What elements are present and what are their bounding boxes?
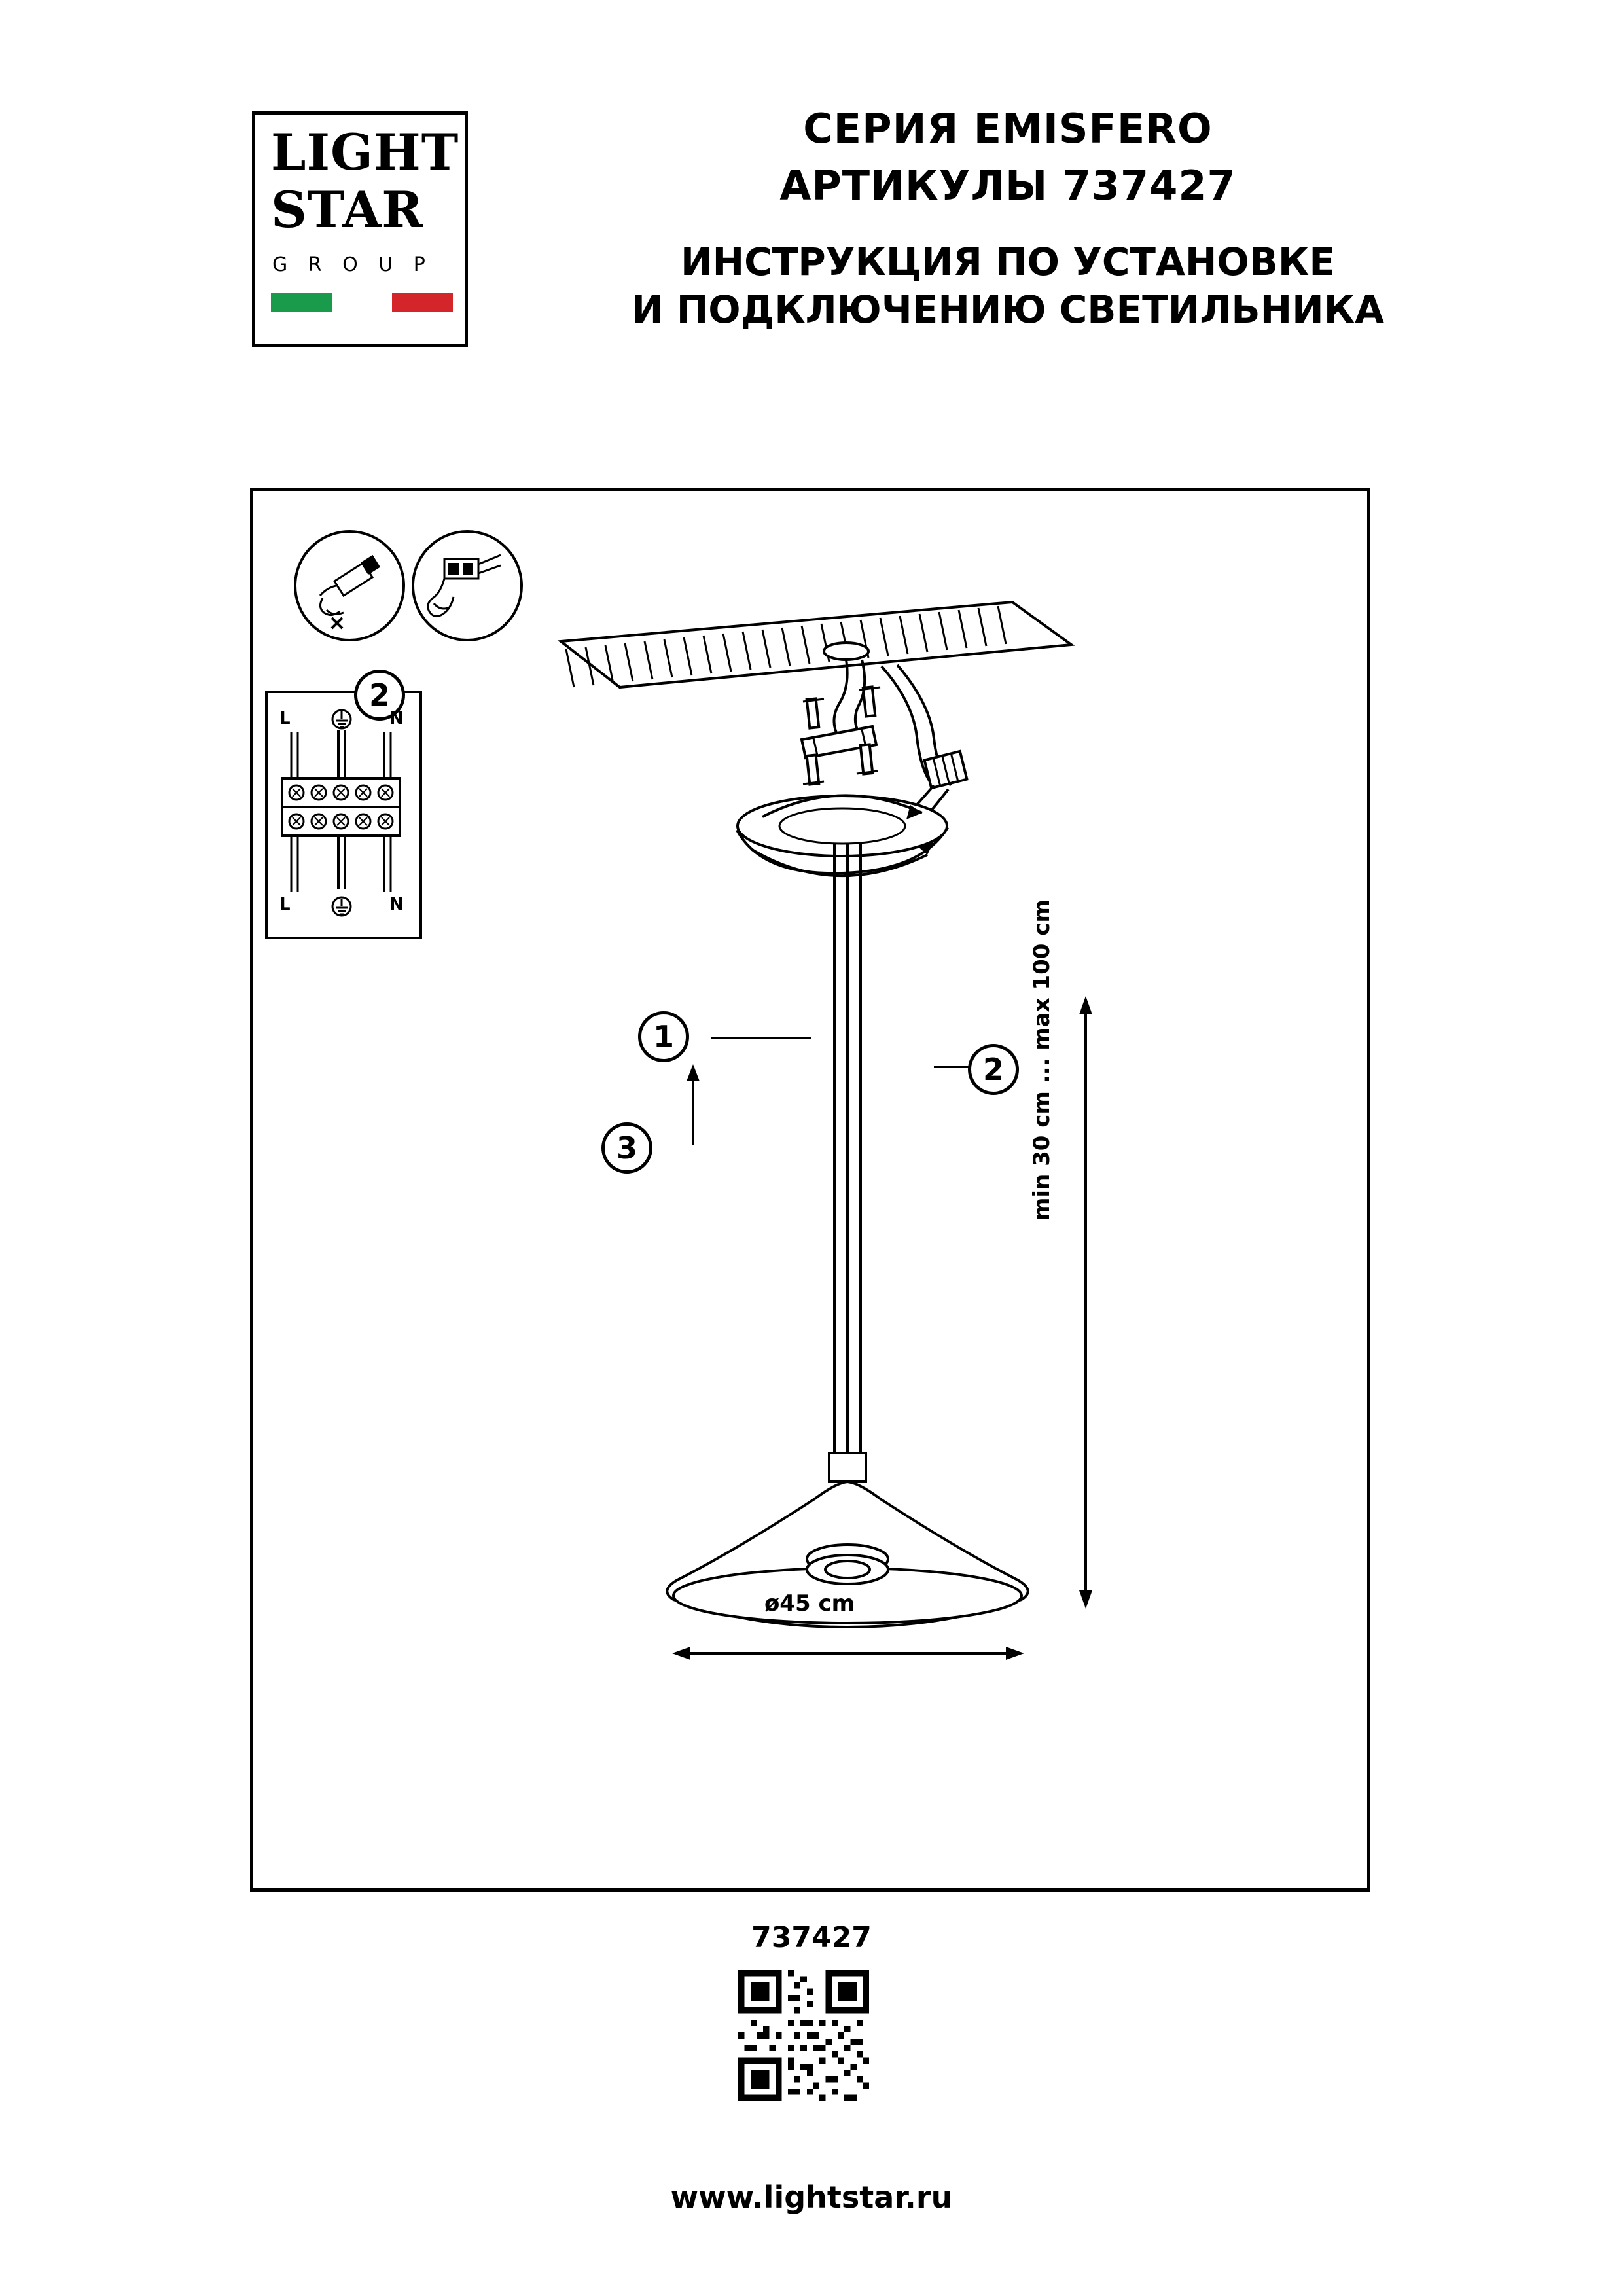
step3-up-arrow	[687, 1064, 700, 1145]
step-badge-wiring: 2	[354, 670, 405, 721]
instruction-title-line2: И ПОДКЛЮЧЕНИЮ СВЕТИЛЬНИКА	[631, 287, 1384, 332]
installation-diagram	[250, 488, 1370, 1892]
wire-label-n-bottom: N	[389, 895, 404, 914]
canopy	[738, 795, 947, 876]
horizontal-dimension-label: ø45 cm	[764, 1590, 855, 1617]
article-code: 737427	[751, 1921, 872, 1954]
suspension-rods	[829, 844, 866, 1482]
page-header	[0, 98, 1623, 386]
logo-line-star: STAR	[271, 181, 424, 239]
logo-line-light: LIGHT	[271, 123, 459, 181]
brand-logo	[252, 111, 468, 347]
horizontal-dimension-line	[672, 1647, 1024, 1660]
italian-flag-icon	[271, 293, 453, 312]
article-label: АРТИКУЛЫ 737427	[779, 162, 1236, 209]
vertical-dimension-label: min 30 cm ... max 100 cm	[1029, 899, 1055, 1221]
website-url[interactable]: www.lightstar.ru	[670, 2179, 953, 2215]
qr-code	[738, 1970, 869, 2101]
ceiling	[561, 602, 1071, 687]
logo-line-group: G R O U P	[272, 253, 433, 276]
mounting-bracket	[802, 660, 880, 785]
series-label: СЕРИЯ EMISFERO	[803, 105, 1213, 152]
step-badge-3: 3	[601, 1122, 652, 1174]
step-badge-1: 1	[638, 1011, 689, 1062]
title-block	[497, 105, 1518, 333]
step-badge-2: 2	[968, 1044, 1019, 1095]
vertical-dimension-line	[1079, 996, 1092, 1609]
wire-label-n-top: N	[389, 709, 404, 728]
wire-label-l-top: L	[279, 709, 291, 728]
wire-label-l-bottom: L	[279, 895, 291, 914]
instruction-title-line1: ИНСТРУКЦИЯ ПО УСТАНОВКЕ	[681, 240, 1335, 284]
lamp-assembly-drawing	[253, 491, 1367, 1888]
